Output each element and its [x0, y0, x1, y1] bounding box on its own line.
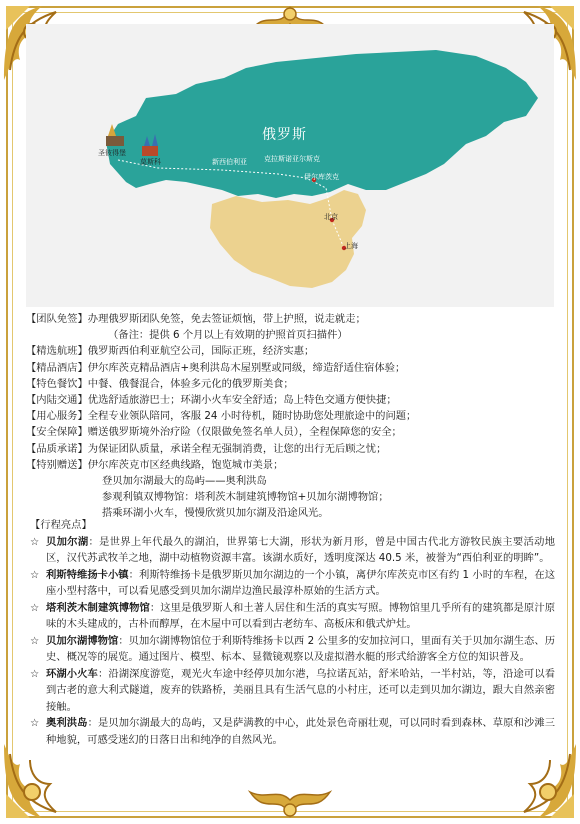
- ornament-crest-icon: [240, 782, 340, 822]
- map-label-novosibirsk: 新西伯利亚: [212, 158, 247, 166]
- info-text: 办理俄罗斯团队免签，免去签证烦恼，带上护照，说走就走；: [87, 313, 366, 325]
- info-tag: 【特色餐饮】: [26, 377, 88, 390]
- map-label-irkutsk: 伊尔库茨克: [304, 173, 339, 181]
- gift-item: 搭乘环湖小火车，慢慢欣赏贝加尔湖及沿途风光。: [102, 507, 329, 520]
- china-region: [210, 190, 366, 288]
- highlight-text: ：贝加尔湖博物馆位于利斯特维扬卡以西 2 公里多的安加拉河口，里面有关于贝加尔湖生态、历史、概况等的展览。通过图片、模型、标本、显微镜观察以及虚拟潜水艇的形式给游客全方位的知识普及。: [46, 634, 555, 663]
- star-icon: ☆: [30, 601, 40, 614]
- info-text: 为保证团队质量，承诺全程无强制消费，让您的出行无后顾之忧；: [87, 442, 387, 455]
- highlight-title: 利斯特维扬卡小镇: [46, 568, 129, 581]
- info-row: [26, 441, 556, 457]
- info-row: [26, 311, 556, 327]
- highlight-text: ：沿湖深度游览，观光火车途中经停贝加尔港，乌拉诺瓦站，舒米哈站，一半村站，等，沿途可以看到古老的意大利式隧道，废弃的铁路桥，美丽且具有生活气息的小村庄，还可以走到贝加尔湖边，跟大自然亲密接触。: [46, 667, 556, 713]
- gift-item: 参观利镇双博物馆：塔利茨木制建筑博物馆+贝加尔湖博物馆；: [102, 491, 389, 504]
- highlight-title: 塔利茨木制建筑博物馆: [46, 601, 150, 614]
- highlight-title: 贝加尔湖博物馆: [46, 634, 119, 647]
- info-tag: 【精选航班】: [26, 345, 88, 358]
- info-tag: 【团队免签】: [26, 313, 88, 325]
- map-label-shanghai: 上海: [344, 242, 358, 250]
- info-text: 全程专业领队陪同，客服 24 小时待机，随时协助您处理旅途中的问题；: [87, 410, 417, 423]
- info-row: [26, 457, 556, 473]
- map-shapes: [26, 24, 554, 307]
- gift-item: 登贝加尔湖最大的岛屿——奥利洪岛: [102, 475, 267, 488]
- info-text: 赠送俄罗斯境外治疗险（仅限做免签名单人员），全程保障您的安全；: [87, 426, 402, 439]
- star-icon: ☆: [30, 667, 40, 680]
- info-text: 伊尔库茨克精品酒店+奥利洪岛木屋别墅或同级，缔造舒适住宿体验；: [87, 361, 406, 374]
- highlight-text: ：是贝加尔湖最大的岛屿，又是萨满教的中心，此处景色奇丽壮观，可以同时看到森林、草原和沙滩三种地貌，可感受迷幻的日落日出和纯净的自然风光。: [46, 717, 556, 746]
- route-map: [26, 24, 554, 307]
- highlight-text: ：是世界上年代最久的湖泊，世界第七大湖，形状为新月形，曾是中国古代北方游牧民族主要活动地区，汉代苏武牧羊之地，湖中动植物资源丰富。该湖水质好，透明度深达 40.5 米，被誉为“西伯利亚的明眸”。: [46, 535, 556, 564]
- map-label-beijing: 北京: [324, 213, 338, 221]
- info-row: [26, 360, 556, 376]
- info-tag: 【精品酒店】: [26, 361, 88, 374]
- info-tag: 【品质承诺】: [26, 442, 88, 455]
- info-note: （备注：提供 6 个月以上有效期的护照首页扫描件）: [108, 329, 348, 342]
- map-label-russia: 俄罗斯: [262, 127, 307, 143]
- info-tag: 【特别赠送】: [26, 458, 88, 471]
- map-label-krasnoyarsk: 克拉斯诺亚尔斯克: [264, 155, 320, 163]
- info-row: [26, 343, 556, 359]
- highlight-title: 贝加尔湖: [46, 535, 89, 548]
- service-info: [26, 311, 556, 522]
- info-text: 优选舒适旅游巴士；环湖小火车安全舒适；岛上特色交通方便快捷；: [87, 394, 397, 407]
- ornament-corner-icon: [0, 738, 86, 824]
- info-row: [26, 408, 556, 424]
- info-text: 伊尔库茨克市区经典线路，饱览城市美景；: [87, 458, 284, 471]
- highlight-item: [30, 666, 555, 716]
- info-tag: 【安全保障】: [26, 426, 88, 439]
- map-label-st-petersburg: 圣彼得堡: [98, 149, 126, 157]
- highlight-item: [30, 633, 555, 666]
- itinerary-highlights: [30, 517, 555, 748]
- highlight-item: [30, 715, 555, 748]
- highlight-title: 环湖小火车: [46, 667, 98, 680]
- info-row: [26, 424, 556, 440]
- highlight-item: [30, 567, 555, 600]
- star-icon: ☆: [30, 717, 40, 729]
- ornament-corner-icon: [494, 738, 580, 824]
- highlight-item: [30, 600, 555, 633]
- info-row: [26, 392, 556, 408]
- highlight-title: 奥利洪岛: [46, 717, 88, 729]
- info-text: 中餐、俄餐混合，体验多元化的俄罗斯美食；: [87, 377, 294, 390]
- highlight-text: ：利斯特维扬卡是俄罗斯贝加尔湖边的一个小镇，离伊尔库茨克市区有约 1 小时的车程，在这座小型村落中，可以看见感受到贝加尔湖岸边渔民最淳朴原始的生活方式。: [46, 568, 555, 597]
- map-label-moscow: 莫斯科: [140, 158, 161, 166]
- info-text: 俄罗斯西伯利亚航空公司，国际正班，经济实惠；: [87, 345, 315, 358]
- info-row: [26, 376, 556, 392]
- star-icon: ☆: [30, 535, 40, 548]
- star-icon: ☆: [30, 634, 40, 647]
- info-tag: 【用心服务】: [26, 410, 88, 423]
- star-icon: ☆: [30, 568, 40, 581]
- highlights-title: 【行程亮点】: [30, 519, 92, 531]
- info-tag: 【内陆交通】: [26, 394, 88, 407]
- highlight-item: [30, 534, 555, 567]
- highlight-text: ：这里是俄罗斯人和土著人居住和生活的真实写照。博物馆里几乎所有的建筑都是原汁原味的木头建成的，古朴而醇厚，在木屋中可以看到古老纺车、高板床和俄式炉灶。: [46, 601, 556, 630]
